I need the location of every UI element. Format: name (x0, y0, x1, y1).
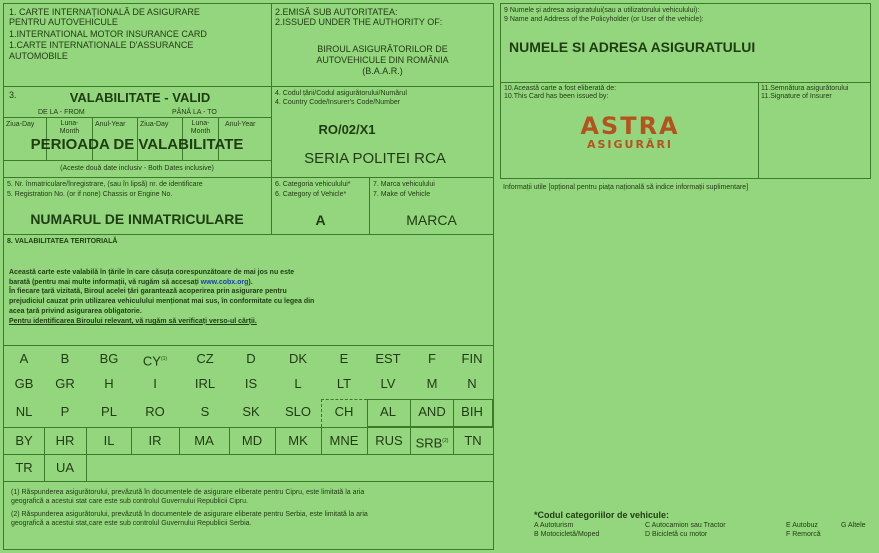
country-BG: BG (99, 351, 119, 366)
country-TR: TR (15, 460, 33, 475)
territorial-p2-end: ). (248, 279, 253, 286)
territorial-p5: acea țară privind asigurarea obligatorie. (9, 308, 142, 315)
territorial-p4: prejudiciul cauzat prin utilizarea vehiculului menționat mai sus, în conformitate cu legea din (9, 298, 315, 305)
country-AL: AL (380, 404, 396, 419)
col-month-2: Luna- Month (190, 120, 211, 135)
country-I: I (153, 376, 157, 391)
country-MA: MA (194, 433, 214, 448)
s3-number: 3. (9, 90, 17, 100)
registration-number: NUMARUL DE INMATRICULARE (30, 211, 244, 227)
policyholder-name: NUMELE SI ADRESA ASIGURATULUI (509, 39, 756, 55)
country-BY: BY (15, 433, 33, 448)
insurer-code: RO/02/X1 (318, 122, 376, 137)
cobx-link[interactable]: www.cobx.org (200, 279, 249, 286)
country-CY-label: CY (142, 353, 161, 369)
country-LV: LV (380, 376, 396, 391)
cat-G: G Altele (841, 522, 866, 529)
s5-line1: 5. Nr. înmatriculare/înregistrare, (sau în lipsă) nr. de identificare (7, 181, 203, 188)
cat-B: B Motocicletă/Moped (534, 531, 600, 538)
s6-line1: 6. Categoria vehiculului* (275, 181, 351, 188)
footnote-1a: (1) Răspunderea asigurătorului, prevăzută în documentele de asigurare eliberate pentru Cipru, este limitată la aria (11, 489, 365, 496)
s5-line2: 5. Registration No. (or if none) Chassis or Engine No. (7, 191, 173, 198)
country-PL: PL (101, 404, 117, 419)
country-EST: EST (375, 351, 401, 366)
col-day-1: Ziua-Day (6, 121, 35, 128)
vehicle-make: MARCA (406, 212, 457, 228)
country-HR: HR (55, 433, 75, 448)
country-SRB-label: SRB (415, 435, 443, 451)
country-MK: MK (288, 433, 308, 448)
country-IS: IS (244, 376, 258, 391)
footnote-2b: geografică a acestui stat,care este sub controlul Guvernului Republicii Serbia. (11, 520, 252, 527)
territorial-p1: Această carte este valabilă în țările în care căsuța corespunzătoare de mai jos nu este (9, 269, 295, 276)
astra-logo-text: ASTRA (580, 112, 680, 140)
astra-logo-subtext: ASIGURĂRI (586, 138, 674, 151)
footnote-2a: (2) Răspunderea asigurătorului, prevăzută în documentele de asigurare eliberate pentru Serbia, este limitată la aria (11, 511, 368, 518)
cy-footnote-mark: (1) (160, 356, 168, 362)
country-L: L (294, 376, 302, 391)
s10-line1: 10.Această carte a fost eliberată de: (504, 85, 617, 92)
s1-line3: 1.INTERNATIONAL MOTOR INSURANCE CARD (9, 29, 207, 39)
validity-period: PERIOADA DE VALABILITATE (30, 136, 244, 153)
country-BIH: BIH (461, 404, 483, 419)
s1-line1: 1. CARTE INTERNAȚIONALĂ DE ASIGURARE (9, 7, 200, 17)
categories-title: *Codul categoriilor de vehicule: (534, 510, 670, 520)
dates-note: (Aceste două date inclusiv - Both Dates inclusive) (60, 165, 214, 172)
s11-line2: 11.Signature of Insurer (761, 93, 832, 100)
country-D: D (246, 351, 256, 366)
col-day-2: Ziua-Day (140, 121, 169, 128)
country-LT: LT (336, 376, 352, 391)
s1-line5: AUTOMOBILE (9, 51, 68, 61)
cat-F: F Remorcă (786, 531, 821, 538)
cat-E: E Autobuz (786, 522, 818, 529)
country-MD: MD (241, 433, 263, 448)
country-P: P (60, 404, 70, 419)
country-AND: AND (418, 404, 446, 419)
country-F: F (428, 351, 436, 366)
country-TN: TN (464, 433, 482, 448)
country-RUS: RUS (375, 433, 403, 448)
from-label: DE LA - FROM (38, 109, 85, 116)
s2-line2: 2.ISSUED UNDER THE AUTHORITY OF: (275, 17, 443, 27)
country-CH: CH (334, 404, 354, 419)
cat-A: A Autoturism (534, 522, 574, 529)
country-DK: DK (288, 351, 308, 366)
cat-C: C Autocamion sau Tractor (645, 522, 726, 529)
territorial-p6: Pentru identificarea Biroului relevant, vă rugăm să verificați verso-ul cărții. (9, 318, 257, 325)
country-NL: NL (15, 404, 33, 419)
policy-series: SERIA POLITEI RCA (304, 150, 446, 167)
country-SLO: SLO (284, 404, 311, 419)
country-FIN: FIN (461, 351, 483, 366)
astra-logo (560, 114, 700, 151)
country-GR: GR (55, 376, 75, 391)
s2-line1: 2.EMISĂ SUB AUTORITATEA: (275, 7, 398, 17)
s10-line2: 10.This Card has been issued by: (504, 93, 609, 100)
s4-line2: 4. Country Code/Insurer's Code/Number (275, 99, 401, 106)
s9-line1: 9 Numele și adresa asiguratului(sau a utilizatorului vehiculului): (504, 7, 700, 14)
s1-line2: PENTRU AUTOVEHICULE (9, 17, 118, 27)
s1-line4: 1.CARTE INTERNATIONALE D'ASSURANCE (9, 40, 194, 50)
s7-line2: 7. Make of Vehicle (373, 191, 431, 198)
country-GB: GB (14, 376, 34, 391)
territorial-p3: În fiecare țară vizitată, Biroul acelei țări garantează acoperirea prin asigurare pentru (9, 288, 287, 295)
validity-title: VALABILITATE - VALID (69, 90, 211, 105)
country-SRB (411, 434, 453, 450)
col-month-1: Luna- Month (59, 120, 80, 135)
country-CY (133, 352, 177, 368)
s9-line2: 9 Name and Address of the Policyholder (or User of the vehicle): (504, 16, 704, 23)
country-S: S (200, 404, 210, 419)
territorial-title: 8. VALABILITATEA TERITORIALĂ (7, 238, 118, 245)
cat-D: D Bicicletă cu motor (645, 531, 708, 538)
useful-info: Informații utile [opțional pentru piața națională să indice informații suplimentare] (503, 184, 749, 191)
country-H: H (104, 376, 114, 391)
country-E: E (339, 351, 349, 366)
s11-line1: 11.Semnătura asigurătorului (761, 85, 849, 92)
srb-footnote-mark: (2) (442, 438, 449, 444)
country-IL: IL (103, 433, 115, 448)
country-RO: RO (145, 404, 165, 419)
country-N: N (467, 376, 477, 391)
authority-line3: (B.A.A.R.) (362, 66, 403, 76)
country-M: M (426, 376, 438, 391)
col-year-1: Anul-Year (95, 121, 126, 128)
country-IR: IR (148, 433, 162, 448)
country-A: A (19, 351, 29, 366)
s6-line2: 6. Category of Vehicle* (275, 191, 347, 198)
country-UA: UA (55, 460, 75, 475)
vehicle-category: A (315, 212, 326, 228)
territorial-p2-text: barată (pentru mai multe informații, vă rugăm să accesați (9, 279, 201, 286)
s7-line1: 7. Marca vehiculului (373, 181, 435, 188)
authority-line2: AUTOVEHICULE DIN ROMÂNIA (316, 55, 449, 65)
country-SK: SK (242, 404, 260, 419)
country-MNE: MNE (329, 433, 359, 448)
country-CZ: CZ (196, 351, 214, 366)
country-B: B (60, 351, 70, 366)
authority-line1: BIROUL ASIGURĂTORILOR DE (317, 44, 448, 54)
to-label: PÂNĂ LA - TO (172, 109, 217, 116)
col-year-2: Anul-Year (225, 121, 256, 128)
territorial-p2 (9, 279, 253, 287)
s4-line1: 4. Codul țării/Codul asigurătorului/Numărul (275, 90, 407, 97)
footnote-1b: geografică a acestui stat care este sub controlul Guvernului Republicii Cipru. (11, 498, 248, 505)
country-IRL: IRL (194, 376, 216, 391)
